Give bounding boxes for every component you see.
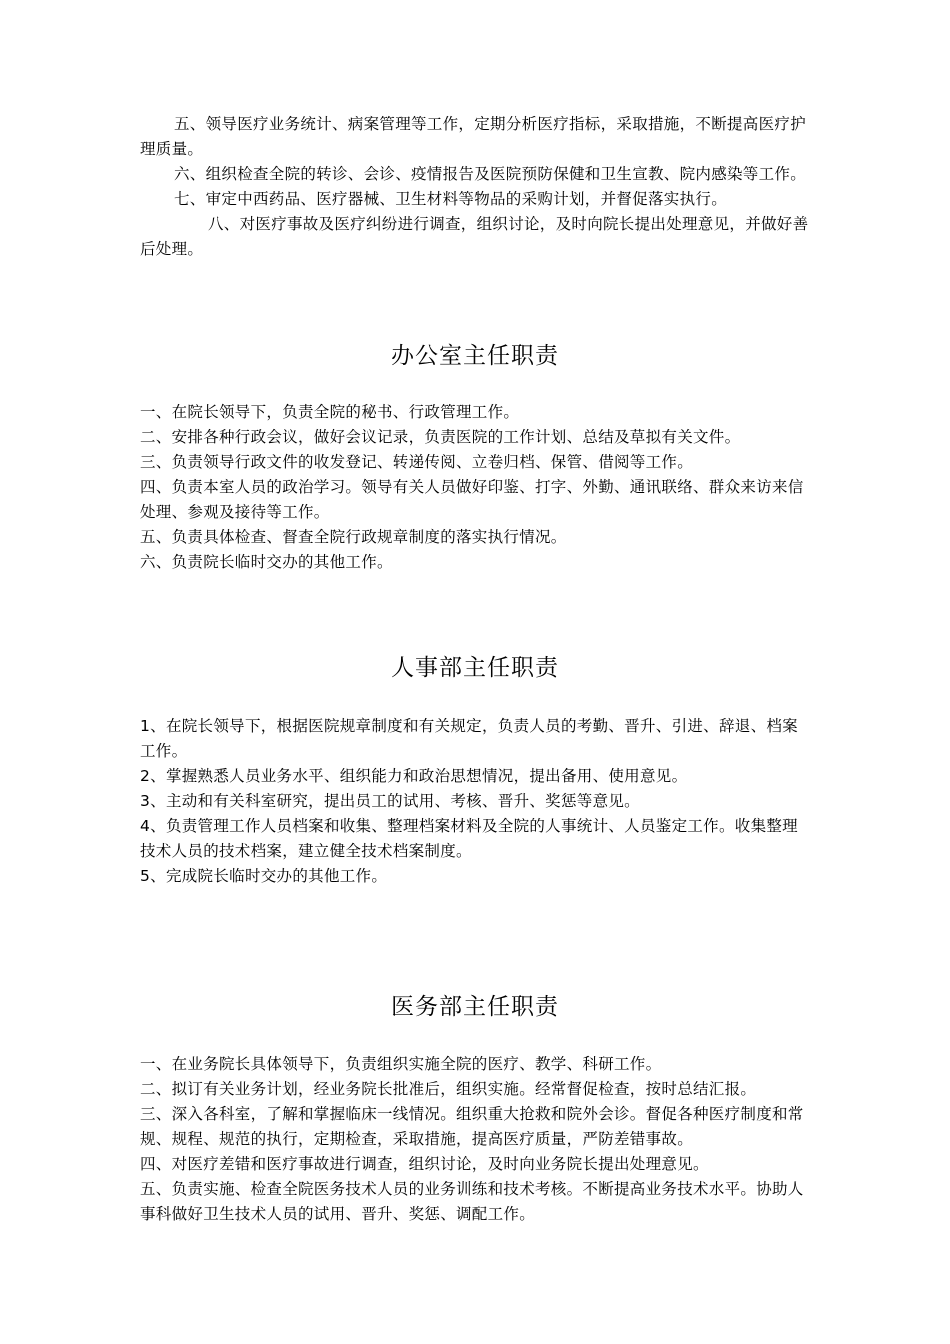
hr-item: 4、负责管理工作人员档案和收集、整理档案材料及全院的人事统计、人员鉴定工作。收集整理技术人员的技术档案，建立健全技术档案制度。: [140, 817, 798, 860]
medical-item: 五、负责实施、检查全院医务技术人员的业务训练和技术考核。不断提高业务技术水平。协助人事科做好卫生技术人员的试用、晋升、奖惩、调配工作。: [140, 1180, 804, 1223]
office-item: 一、在院长领导下，负责全院的秘书、行政管理工作。: [140, 403, 520, 421]
hr-title: 人事部主任职责: [391, 655, 559, 681]
intro-item-8: 八、对医疗事故及医疗纠纷进行调查，组织讨论，及时向院长提出处理意见，并做好善后处理。: [140, 215, 809, 258]
office-item: 二、安排各种行政会议，做好会议记录，负责医院的工作计划、总结及草拟有关文件。: [140, 428, 741, 446]
office-title: 办公室主任职责: [391, 343, 559, 369]
office-item: 四、负责本室人员的政治学习。领导有关人员做好印鉴、打字、外勤、通讯联络、群众来访来信处理、参观及接待等工作。: [140, 478, 804, 521]
medical-item: 一、在业务院长具体领导下，负责组织实施全院的医疗、教学、科研工作。: [140, 1055, 662, 1073]
office-item: 三、负责领导行政文件的收发登记、转递传阅、立卷归档、保管、借阅等工作。: [140, 453, 694, 471]
intro-item-7: 七、审定中西药品、医疗器械、卫生材料等物品的采购计划，并督促落实执行。: [174, 190, 728, 208]
medical-item: 四、对医疗差错和医疗事故进行调查，组织讨论，及时向业务院长提出处理意见。: [140, 1155, 709, 1173]
hr-section: [140, 714, 810, 889]
medical-item: 三、深入各科室，了解和掌握临床一线情况。组织重大抢救和院外会诊。督促各种医疗制度和常规、规程、规范的执行，定期检查，采取措施，提高医疗质量，严防差错事故。: [140, 1105, 804, 1148]
intro-item-5: 五、领导医疗业务统计、病案管理等工作，定期分析医疗指标，采取措施，不断提高医疗护理质量。: [140, 115, 807, 158]
medical-title: 医务部主任职责: [391, 994, 559, 1020]
office-item: 六、负责院长临时交办的其他工作。: [140, 553, 393, 571]
office-section: [140, 400, 810, 575]
hr-item: 5、完成院长临时交办的其他工作。: [140, 867, 388, 885]
hr-item: 2、掌握熟悉人员业务水平、组织能力和政治思想情况，提出备用、使用意见。: [140, 767, 688, 785]
medical-item: 二、拟订有关业务计划，经业务院长批准后，组织实施。经常督促检查，按时总结汇报。: [140, 1080, 757, 1098]
hr-item: 1、在院长领导下，根据医院规章制度和有关规定，负责人员的考勤、晋升、引进、辞退、档案工作。: [140, 717, 798, 760]
medical-section: [140, 1052, 810, 1227]
intro-section: [140, 112, 810, 262]
intro-item-6: 六、组织检查全院的转诊、会诊、疫情报告及医院预防保健和卫生宣教、院内感染等工作。: [174, 165, 807, 183]
hr-item: 3、主动和有关科室研究，提出员工的试用、考核、晋升、奖惩等意见。: [140, 792, 640, 810]
office-item: 五、负责具体检查、督查全院行政规章制度的落实执行情况。: [140, 528, 567, 546]
